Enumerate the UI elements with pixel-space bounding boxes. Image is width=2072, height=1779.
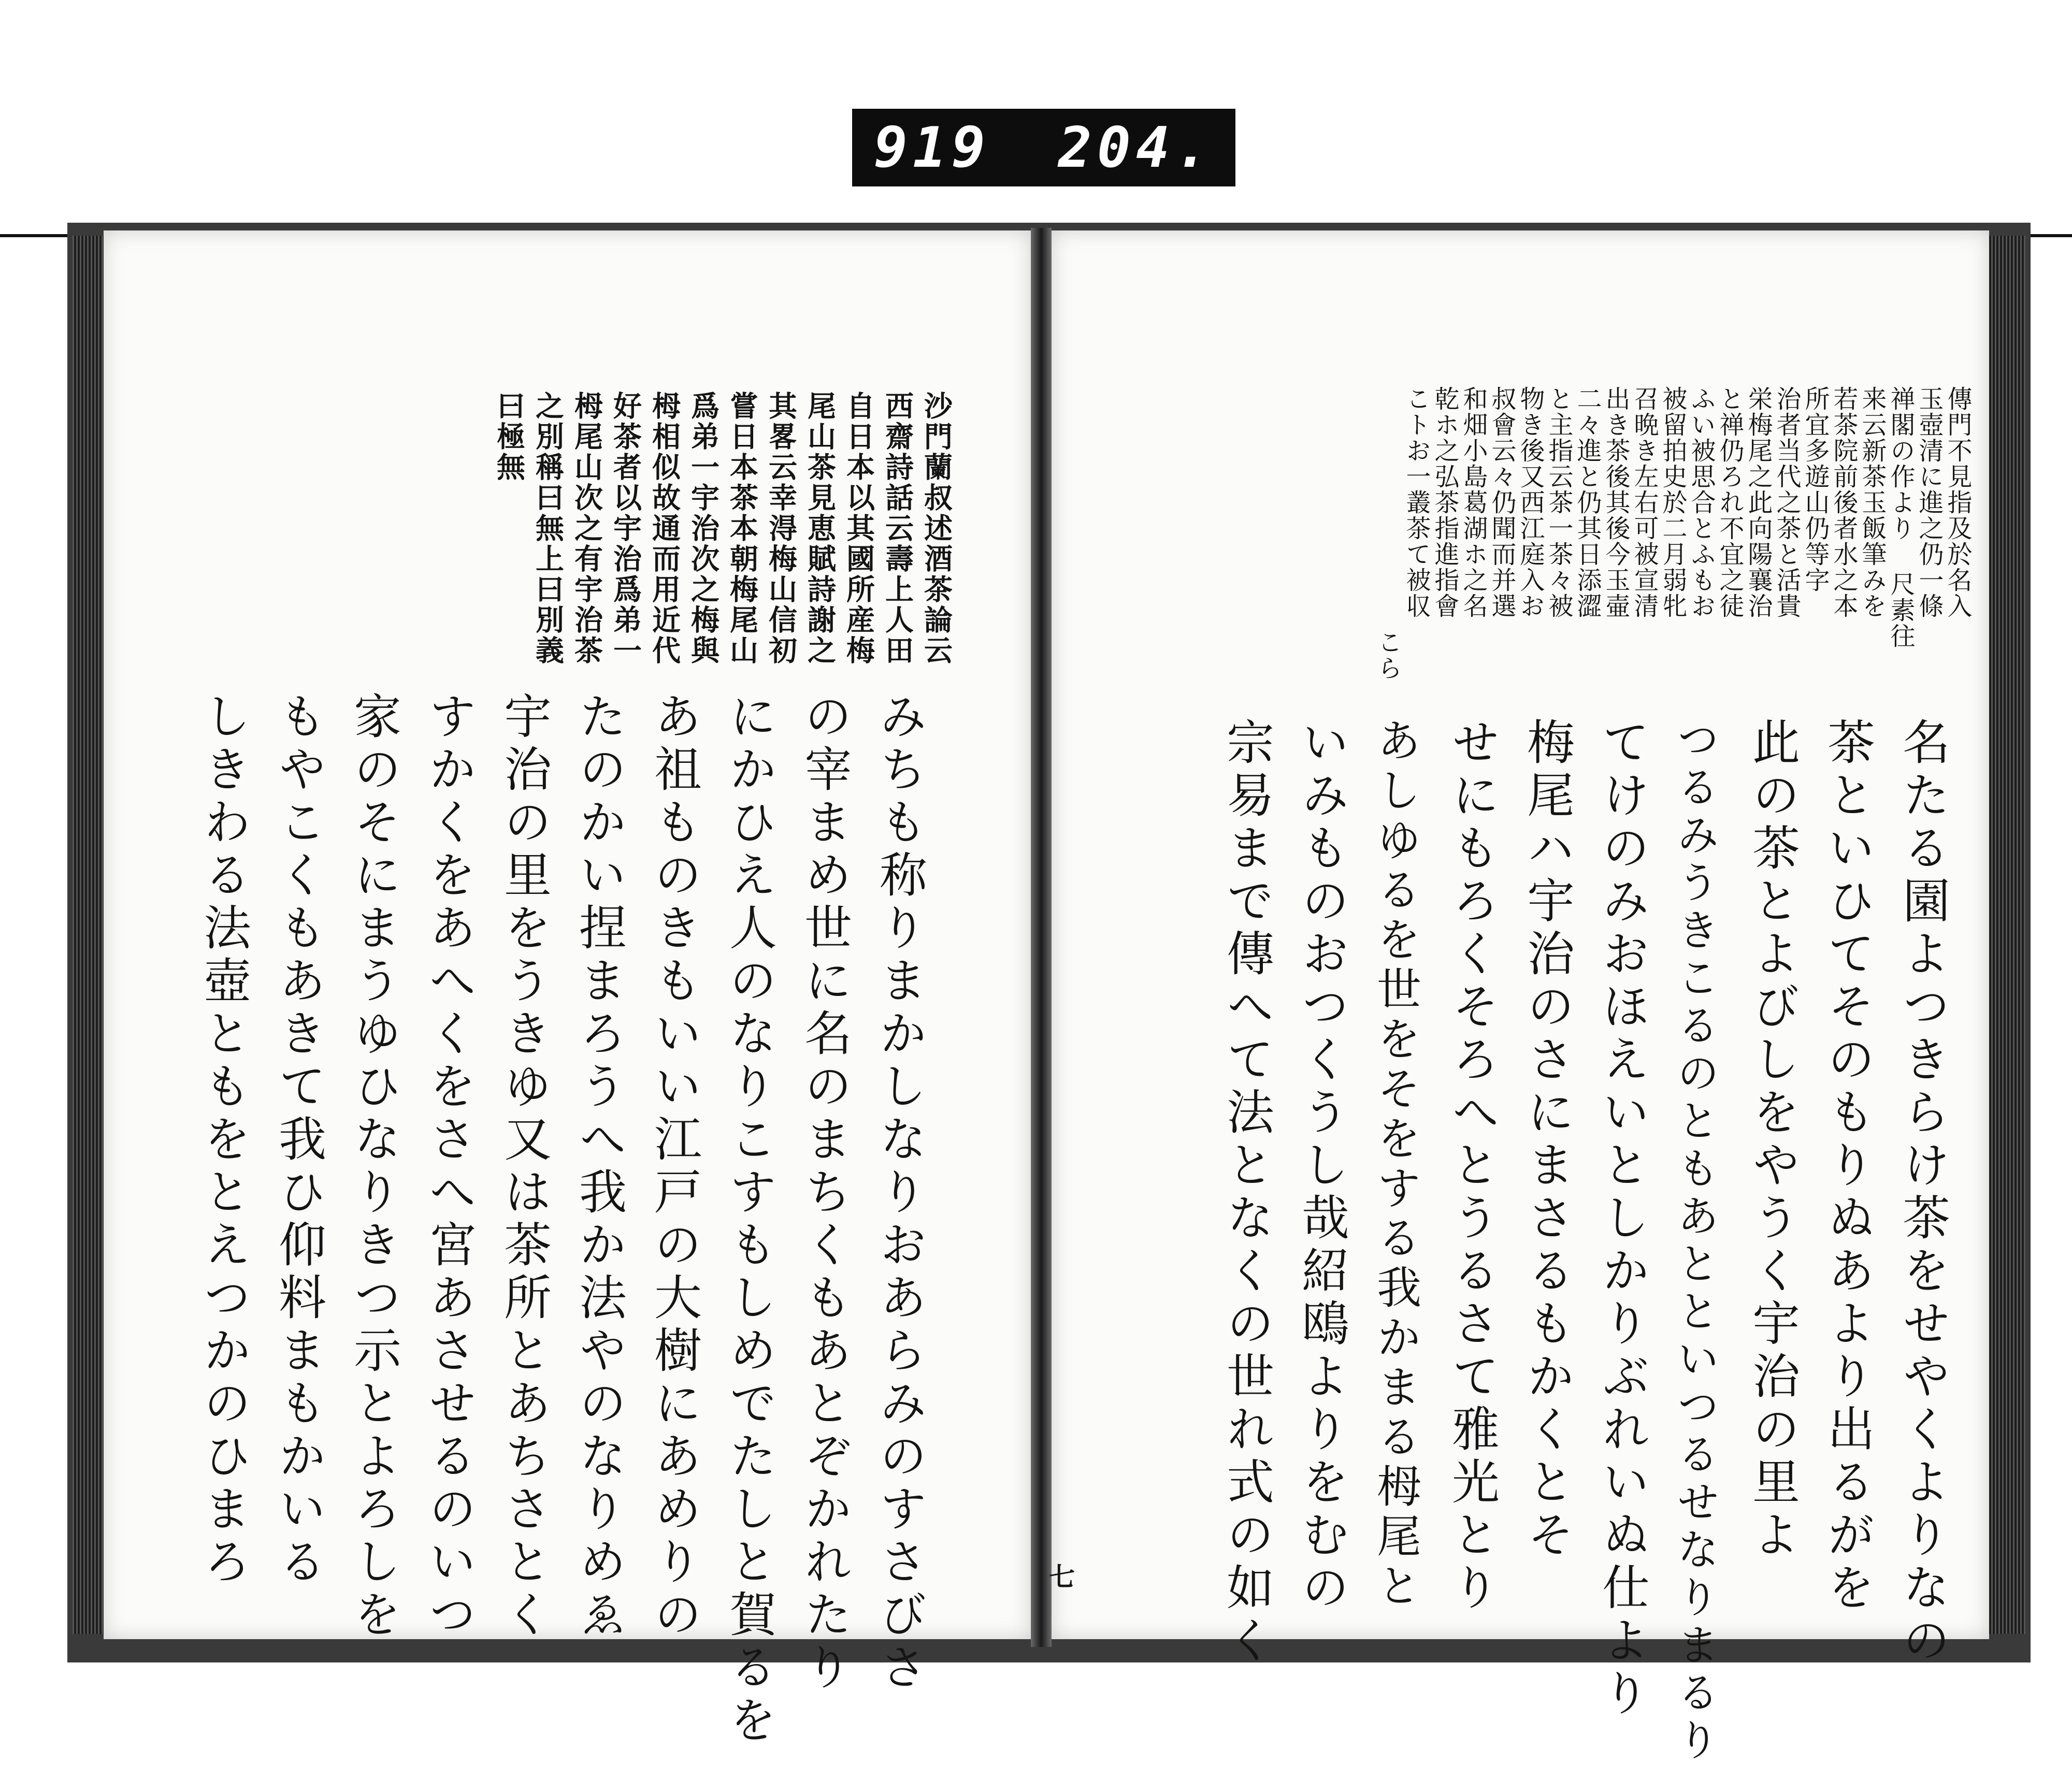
kanbun-line: 好茶者以宇治爲弟一 — [609, 391, 642, 666]
main-text-line: すかくをあへくをさへ宮あさせるのいつ — [421, 691, 477, 1642]
note-line: ふい被思合とふもお — [1687, 386, 1716, 619]
note-line: 所宜多遊山仍等字 — [1801, 386, 1830, 593]
kanbun-line: 西齋詩話云壽上人田 — [881, 391, 914, 666]
main-text-line: 名たる園よつきらけ茶をせやくよりなの — [1895, 717, 1950, 1668]
kanbun-line: 之別稱曰無上曰別義 — [531, 391, 565, 666]
main-text-line: 此の茶とよびしをやうく宇治の里よ — [1745, 717, 1800, 1563]
kanbun-line: 嘗日本茶本朝梅尾山 — [725, 391, 759, 666]
kanbun-line: 尾山茶見恵賦詩謝之 — [803, 391, 837, 666]
main-text-line: たのかい捏まろうへ我か法やのなりめゑ — [571, 691, 627, 1642]
note-line: こトお一叢茶て被収 — [1402, 386, 1431, 619]
main-text-line: あしゆるを世をそをする我かまる栂尾と — [1369, 717, 1421, 1612]
note-line: 傳門不見指及於名入 — [1943, 386, 1972, 619]
frame-number: 204. — [1058, 115, 1214, 180]
main-text-line: せにもろくそろへとうるさて雅光とり — [1444, 717, 1500, 1615]
note-line: 来云新茶玉飯筆みを — [1858, 386, 1887, 619]
main-text-line: みちも称りまかしなりおあらみのすさびさ — [872, 691, 927, 1695]
kanbun-line: 栂相似故通而用近代 — [648, 391, 681, 666]
main-text-line: にかひえ人のなりこすもしめでたしと賀るを — [722, 691, 777, 1748]
main-text-line: つるみうきこるのともあとといつるせなりまるり — [1670, 717, 1719, 1766]
page-number: 七 — [1049, 1561, 1075, 1592]
main-text-line: 宇治の里をうきゆ又は茶所とあちさとく — [496, 691, 552, 1642]
note-line: 叔會云々仍聞而并選 — [1487, 386, 1516, 619]
film-frame-label — [852, 109, 1235, 186]
kanbun-line: 自日本以其國所産梅 — [842, 391, 875, 666]
kanbun-line: 爲弟一宇治次之梅與 — [686, 391, 720, 666]
kanbun-line: 栂尾山次之有宇治茶 — [570, 391, 603, 666]
main-text-line: 茶といひてそのもりぬあより出るがを — [1820, 717, 1875, 1615]
note-line: 玉壺清に進之仍一條 — [1915, 386, 1944, 619]
main-text-line: しきわる法壺ともをとえつかのひまろ — [196, 691, 251, 1589]
book-left-edge — [73, 236, 104, 1634]
main-text-line: の宰まめ世に名のまちくもあとぞかれたり — [797, 691, 852, 1695]
kanbun-line: 沙門蘭叔述酒茶論云 — [919, 391, 953, 666]
main-text-line: あ祖ものきもいい江戸の大樹にあめりの — [646, 691, 702, 1642]
note-line: 物き後又西江庭入お — [1516, 386, 1545, 619]
note-line: 召晩き左右可被宣清 — [1630, 386, 1659, 619]
note-line: 若茶院前後者水之本 — [1829, 386, 1858, 619]
note-line: と禅仍ろれ不宜之徒 — [1715, 386, 1744, 619]
note-line: 二々進と仍其日添澀 — [1573, 386, 1602, 619]
note-line: 乾ホ之弘茶指進指會 — [1430, 386, 1459, 619]
kanbun-line: 其畧云幸淂梅山信初 — [764, 391, 798, 666]
note-line: と主指云茶一茶々被 — [1544, 386, 1573, 619]
main-text-line: 家のそにまうゆひなりきつ示とよろしを — [346, 691, 401, 1642]
main-text-line: てけのみおほえいとしかりぶれいぬ仕より — [1594, 717, 1650, 1721]
book-gutter — [1031, 228, 1052, 1647]
main-text-line: 梅尾ハ宇治のさにまさるもかくとそ — [1519, 717, 1575, 1563]
note-line: 出き茶後其後今玉壷 — [1601, 386, 1630, 619]
book-fore-edge — [1989, 236, 2025, 1634]
reel-number: 919 — [874, 115, 991, 180]
kanbun-line: 曰極無 — [492, 391, 526, 483]
note-line: 治者当代之茶と活貴 — [1772, 386, 1801, 619]
note-line: 栄梅尾之此向陽襄治 — [1744, 386, 1773, 619]
main-text-line: もやこくもあきて我ひ仰料まもかいる — [271, 691, 326, 1589]
note-line: 和畑小島葛湖ホ之名 — [1459, 386, 1488, 619]
note-line: こら — [1373, 629, 1402, 681]
main-text-line: 宗易まで傳へて法となくの世れ式の如く — [1219, 717, 1274, 1668]
main-text-line: いみものおつくうし哉紹鴎よりをむの — [1294, 717, 1349, 1615]
note-line: 被留拍史於二月弱牝 — [1658, 386, 1687, 619]
note-line: 禅閣の作より 尺素往 — [1886, 386, 1915, 649]
